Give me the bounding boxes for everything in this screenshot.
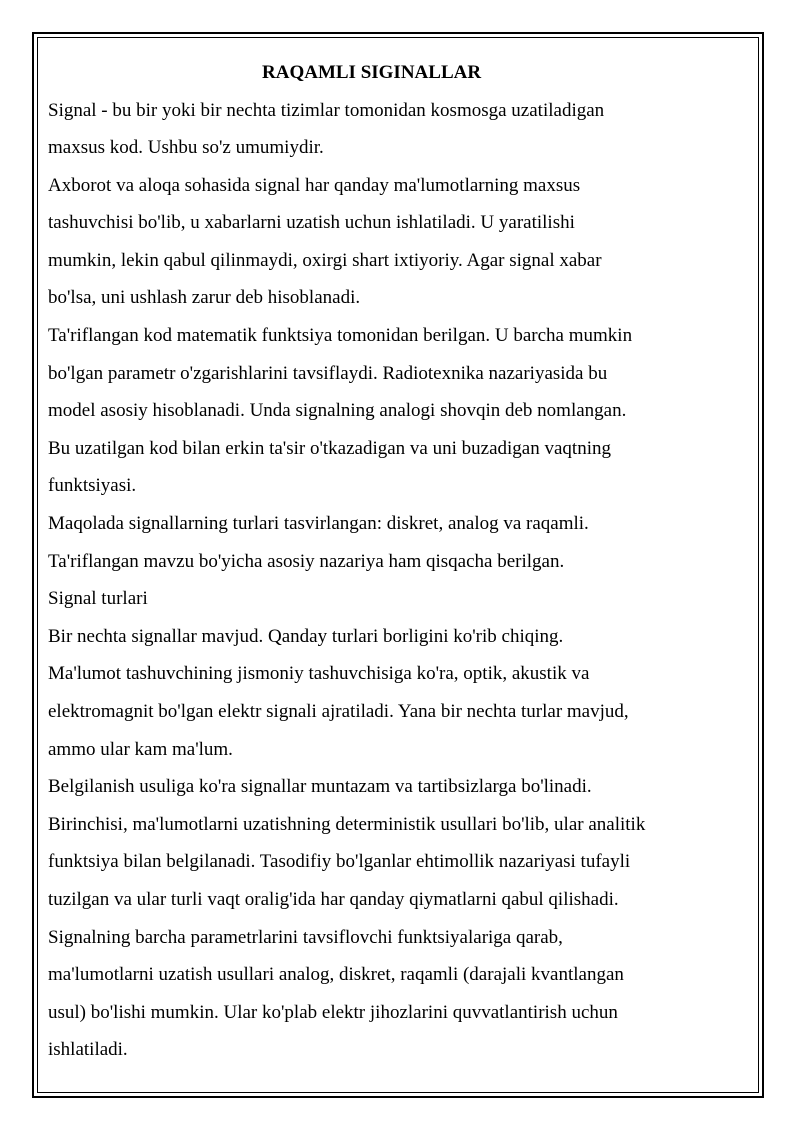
text-line: Bir nechta signallar mavjud. Qanday turlari borligini ko'rib chiqing. [48, 625, 564, 647]
text-line: Belgilanish usuliga ko'ra signallar muntazam va tartibsizlarga bo'linadi. [48, 776, 592, 798]
text-line: model asosiy hisoblanadi. Unda signalning analogi shovqin deb nomlangan. [48, 400, 627, 422]
text-line: ammo ular kam ma'lum. [48, 738, 233, 760]
text-line: Birinchisi, ma'lumotlarni uzatishning deterministik usullari bo'lib, ular analitik [48, 813, 646, 835]
section-heading: Signal turlari [48, 588, 148, 610]
text-line: Bu uzatilgan kod bilan erkin ta'sir o'tkazadigan va uni buzadigan vaqtning [48, 437, 611, 459]
text-line: Signal - bu bir yoki bir nechta tizimlar tomonidan kosmosga uzatiladigan [48, 99, 605, 121]
text-line: elektromagnit bo'lgan elektr signali ajratiladi. Yana bir nechta turlar mavjud, [48, 701, 629, 722]
text-line: maxsus kod. Ushbu so'z umumiydir. [48, 137, 324, 159]
text-line: ma'lumotlarni uzatish usullari analog, diskret, raqamli (darajali kvantlangan [48, 964, 624, 986]
text-line: tashuvchisi bo'lib, u xabarlarni uzatish uchun ishlatiladi. U yaratilishi [48, 212, 575, 234]
text-line: funktsiyasi. [48, 475, 137, 497]
text-line: funktsiya bilan belgilanadi. Tasodifiy bo'lganlar ehtimollik nazariyasi tufayli [48, 851, 631, 873]
text-line: Ta'riflangan kod matematik funktsiya tomonidan berilgan. U barcha mumkin [48, 325, 633, 347]
text-line: Maqolada signallarning turlari tasvirlangan: diskret, analog va raqamli. [48, 513, 589, 535]
document-body [48, 54, 738, 1069]
text-line: usul) bo'lishi mumkin. Ular ko'plab elektr jihozlarini quvvatlantirish uchun [48, 1001, 618, 1023]
text-line: Ma'lumot tashuvchining jismoniy tashuvchisiga ko'ra, optik, akustik va [48, 663, 590, 685]
text-line: mumkin, lekin qabul qilinmaydi, oxirgi shart ixtiyoriy. Agar signal xabar [48, 249, 602, 271]
text-line: tuzilgan va ular turli vaqt oralig'ida har qanday qiymatlarni qabul qilishadi. [48, 888, 619, 910]
text-line: Signalning barcha parametrlarini tavsiflovchi funktsiyalariga qarab, [48, 926, 563, 948]
text-line: Ta'riflangan mavzu bo'yicha asosiy nazariya ham qisqacha berilgan. [48, 550, 565, 572]
text-line: Axborot va aloqa sohasida signal har qanday ma'lumotlarning maxsus [48, 174, 581, 196]
text-line: ishlatiladi. [48, 1039, 128, 1061]
text-line: bo'lgan parametr o'zgarishlarini tavsiflaydi. Radiotexnika nazariyasida bu [48, 362, 608, 384]
text-line: bo'lsa, uni ushlash zarur deb hisoblanadi. [48, 287, 361, 309]
document-title: RAQAMLI SIGINALLAR [262, 62, 482, 83]
